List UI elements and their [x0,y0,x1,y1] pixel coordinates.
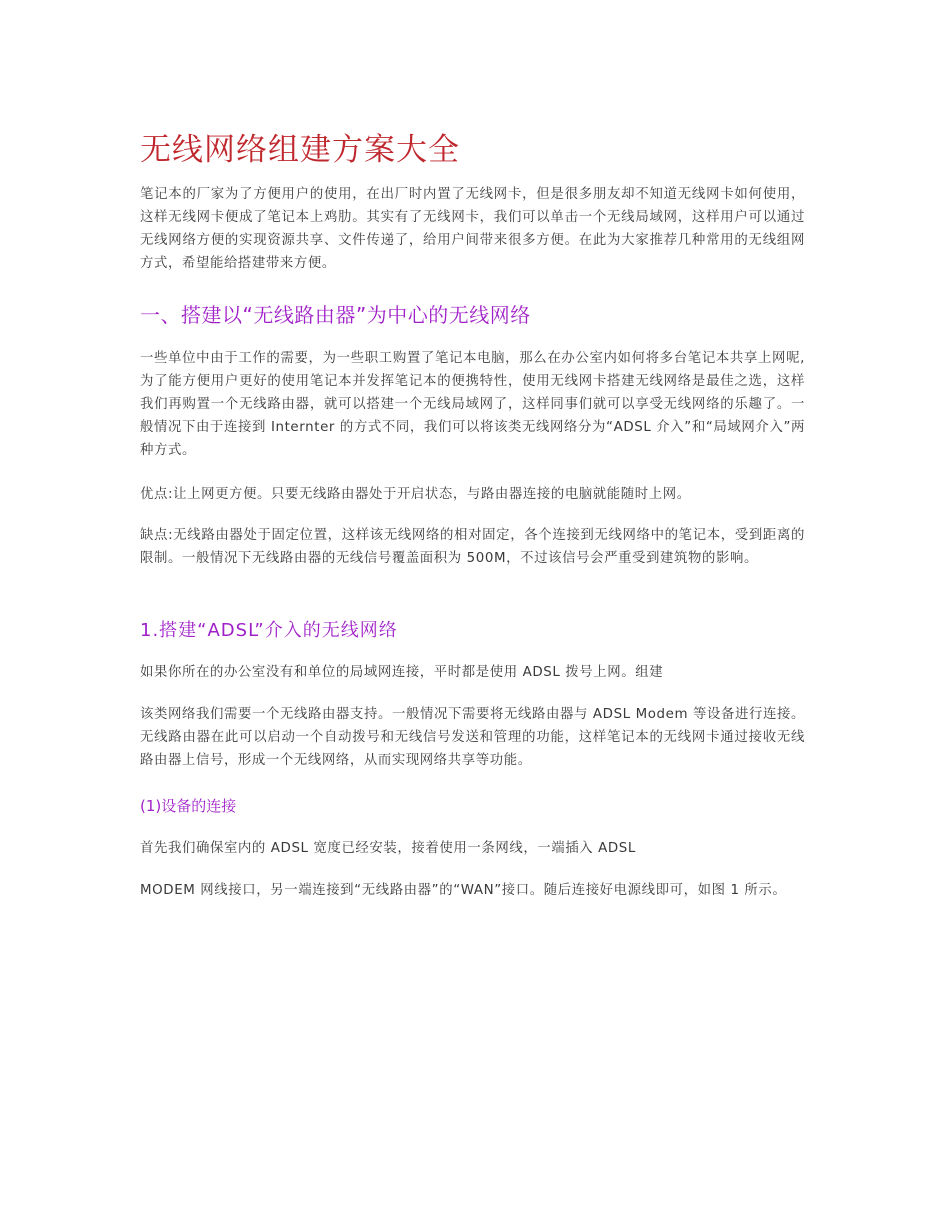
subsection-paragraph: 如果你所在的办公室没有和单位的局域网连接，平时都是使用 ADSL 拨号上网。组建 [140,665,664,680]
subsection-heading: 1.搭建“ADSL”介入的无线网络 [140,620,398,641]
step-paragraph: MODEM 网线接口，另一端连接到“无线路由器”的“WAN”接口。随后连接好电源线即可，如图 1 所示。 [140,883,787,898]
pros-paragraph: 优点:让上网更方便。只要无线路由器处于开启状态，与路由器连接的电脑就能随时上网。 [140,487,691,502]
subsection-paragraph: 该类网络我们需要一个无线路由器支持。一般情况下需要将无线路由器与 ADSL Modem 等设备进行连接。无线路由器在此可以启动一个自动拨号和无线信号发送和管理的功能，这样笔记本的无线网卡通过接收无线路由器上信号，形成一个无线网络，从而实现网络共享等功能。 [140,707,805,768]
section-heading: 一、搭建以“无线路由器”为中心的无线网络 [140,303,531,327]
intro-paragraph: 笔记本的厂家为了方便用户的使用，在出厂时内置了无线网卡，但是很多朋友却不知道无线网卡如何使用，这样无线网卡便成了笔记本上鸡肋。其实有了无线网卡，我们可以单击一个无线局域网，这样用户可以通过无线网络方便的实现资源共享、文件传递了，给用户间带来很多方便。在此为大家推荐几种常用的无线组网方式，希望能给搭建带来方便。 [140,187,805,271]
step-heading: (1)设备的连接 [140,797,237,815]
cons-paragraph: 缺点:无线路由器处于固定位置，这样该无线网络的相对固定，各个连接到无线网络中的笔记本，受到距离的限制。一般情况下无线路由器的无线信号覆盖面积为 500M，不过该信号会严重受到建筑物的影响。 [140,528,805,566]
step-paragraph: 首先我们确保室内的 ADSL 宽度已经安装，接着使用一条网线，一端插入 ADSL [140,841,636,856]
document-title: 无线网络组建方案大全 [140,132,460,168]
section-paragraph: 一些单位中由于工作的需要，为一些职工购置了笔记本电脑，那么在办公室内如何将多台笔记本共享上网呢,为了能方便用户更好的使用笔记本并发挥笔记本的便携特性，使用无线网卡搭建无线网络是最佳之选，这样我们再购置一个无线路由器，就可以搭建一个无线局域网了，这样同事们就可以享受无线网络的乐趣了。一般情况下由于连接到 Internter 的方式不同，我们可以将该类无线网络分为“ADSL 介入”和“局域网介入”两种方式。 [140,351,805,458]
